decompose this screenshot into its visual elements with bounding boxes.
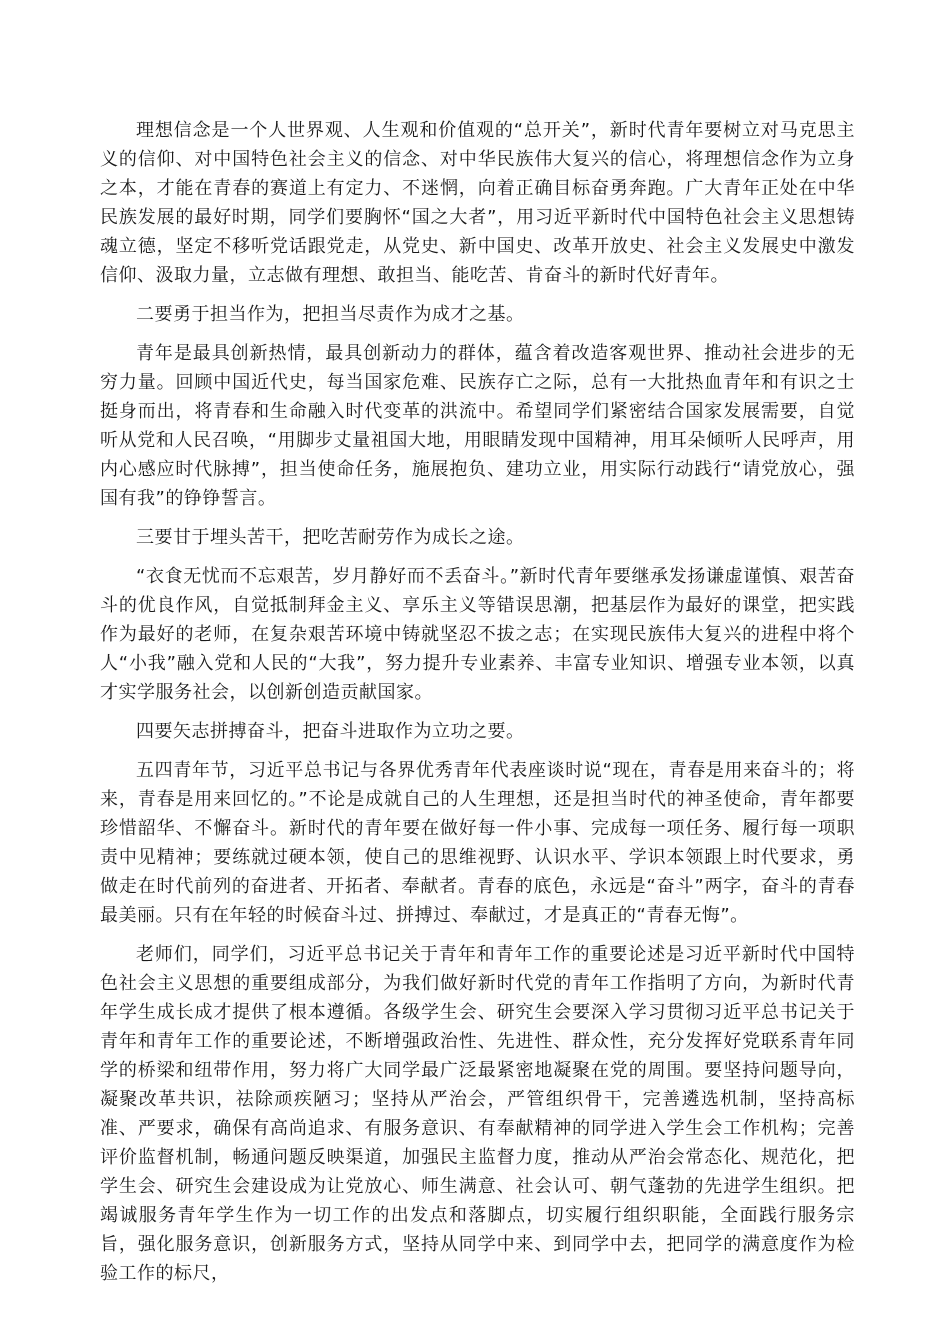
paragraph-ideals: 理想信念是一个人世界观、人生观和价值观的“总开关”，新时代青年要树立对马克思主义的信仰、对中国特色社会主义的信念、对中华民族伟大复兴的信心，将理想信念作为立身之本，才能在青春的赛道上有定力、不迷惘，向着正确目标奋勇奔跑。广大青年正处在中华民族发展的最好时期，同学们要胸怀“国之大者”，用习近平新时代中国特色社会主义思想铸魂立德，坚定不移听党话跟党走，从党史、新中国史、改革开放史、社会主义发展史中激发信仰、汲取力量，立志做有理想、敢担当、能吃苦、肯奋斗的新时代好青年。: [100, 120, 855, 286]
paragraph-responsibility: 青年是最具创新热情，最具创新动力的群体，蕴含着改造客观世界、推动社会进步的无穷力量。回顾中国近代史，每当国家危难、民族存亡之际，总有一大批热血青年和有识之士挺身而出，将青春和生命融入时代变革的洪流中。希望同学们紧密结合国家发展需要，自觉听从党和人民召唤，“用脚步丈量祖国大地，用眼睛发现中国精神，用耳朵倾听人民呼声，用内心感应时代脉搏”，担当使命任务，施展抱负、建功立业，用实际行动践行“请党放心，强国有我”的铮铮誓言。: [100, 343, 855, 509]
paragraph-striving: 五四青年节，习近平总书记与各界优秀青年代表座谈时说“现在，青春是用来奋斗的；将来，青春是用来回忆的。”不论是成就自己的人生理想，还是担当时代的神圣使命，青年都要珍惜韶华、不懈奋斗。新时代的青年要在做好每一件小事、完成每一项任务、履行每一项职责中见精神；要练就过硬本领，使自己的思维视野、认识水平、学识本领跟上时代要求，勇做走在时代前列的奋进者、开拓者、奉献者。青春的底色，永远是“奋斗”两字，奋斗的青春最美丽。只有在年轻的时候奋斗过、拼搏过、奉献过，才是真正的“青春无悔”。: [100, 760, 855, 926]
paragraph-student-union: 老师们，同学们，习近平总书记关于青年和青年工作的重要论述是习近平新时代中国特色社会主义思想的重要组成部分，为我们做好新时代党的青年工作指明了方向，为新时代青年学生成长成才提供了根本遵循。各级学生会、研究生会要深入学习贯彻习近平总书记关于青年和青年工作的重要论述，不断增强政治性、先进性、群众性，充分发挥好党联系青年同学的桥梁和纽带作用，努力将广大同学最广泛最紧密地凝聚在党的周围。要坚持问题导向，凝聚改革共识，祛除顽疾陋习；坚持从严治会，严管组织骨干，完善遴选机制，坚持高标准、严要求，确保有高尚追求、有服务意识、有奉献精神的同学进入学生会工作机构；完善评价监督机制，畅通问题反映渠道，加强民主监督力度，推动从严治会常态化、规范化，把学生会、研究生会建设成为让党放心、师生满意、社会认可、朝气蓬勃的先进学生组织。把竭诚服务青年学生作为一切工作的出发点和落脚点，切实履行组织职能，全面践行服务宗旨，强化服务意识，创新服务方式，坚持从同学中来、到同学中去，把同学的满意度作为检验工作的标尺，: [100, 944, 855, 1284]
heading-point-two: 二要勇于担当作为，把担当尽责作为成才之基。: [136, 304, 525, 325]
heading-point-three: 三要甘于埋头苦干，把吃苦耐劳作为成长之途。: [136, 527, 525, 548]
document-body: [100, 116, 855, 1298]
heading-point-four: 四要矢志拼搏奋斗，把奋斗进取作为立功之要。: [136, 721, 525, 742]
paragraph-hard-work: “衣食无忧而不忘艰苦，岁月静好而不丢奋斗。”新时代青年要继承发扬谦虚谨慎、艰苦奋斗的优良作风，自觉抵制拜金主义、享乐主义等错误思潮，把基层作为最好的课堂，把实践作为最好的老师，在复杂艰苦环境中铸就坚忍不拔之志；在实现民族伟大复兴的进程中将个人“小我”融入党和人民的“大我”，努力提升专业素养、丰富专业知识、增强专业本领，以真才实学服务社会，以创新创造贡献国家。: [100, 566, 855, 703]
